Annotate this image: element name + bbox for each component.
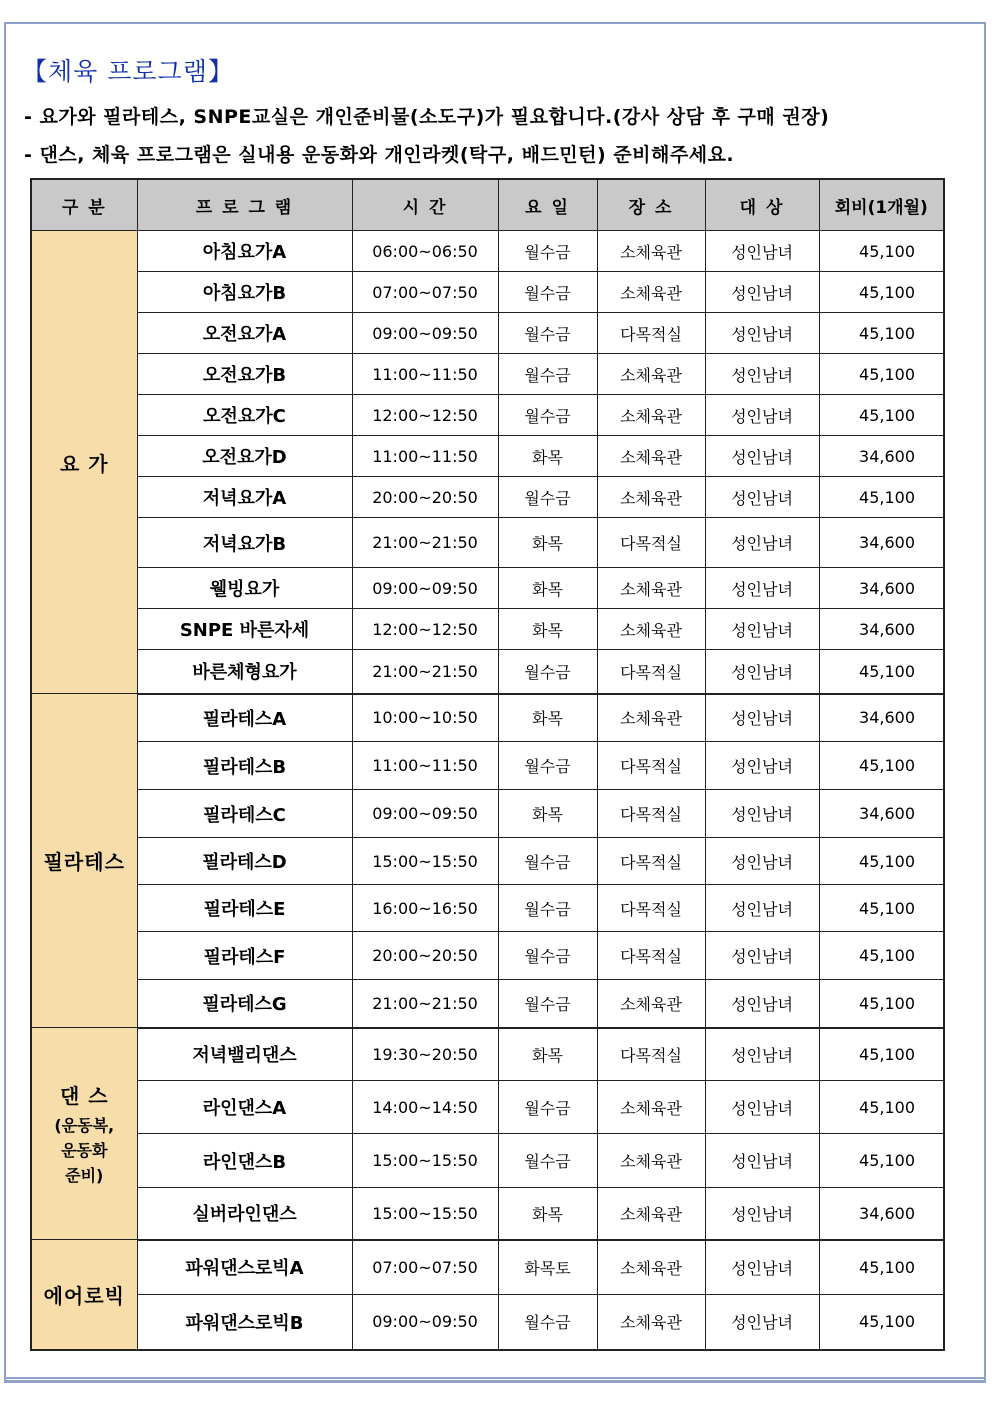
cell-program-name: 바른체형요가 xyxy=(137,650,352,694)
table-row xyxy=(31,932,944,980)
cell-fee: 34,600 xyxy=(819,518,944,568)
cell-days: 화목 xyxy=(498,1028,597,1081)
cell-time: 20:00~20:50 xyxy=(352,477,498,518)
cell-place: 다목적실 xyxy=(597,932,705,980)
cell-place: 소체육관 xyxy=(597,1188,705,1240)
cell-days: 화목토 xyxy=(498,1240,597,1295)
cell-days: 월수금 xyxy=(498,395,597,436)
cell-time: 12:00~12:50 xyxy=(352,609,498,650)
category-name: 필라테스 xyxy=(43,850,125,874)
cell-days: 월수금 xyxy=(498,477,597,518)
cell-fee: 45,100 xyxy=(819,1134,944,1188)
cell-place: 소체육관 xyxy=(597,477,705,518)
cell-time: 07:00~07:50 xyxy=(352,272,498,313)
category-name: 에어로빅 xyxy=(43,1283,125,1308)
table-row xyxy=(31,1240,944,1295)
page-title: 【체육 프로그램】 xyxy=(22,57,234,86)
cell-time: 07:00~07:50 xyxy=(352,1240,498,1295)
cell-days: 화목 xyxy=(498,1188,597,1240)
table-row xyxy=(31,1188,944,1240)
cell-program-name: 파워댄스로빅B xyxy=(137,1295,352,1350)
program-table xyxy=(30,178,945,1351)
cell-target: 성인남녀 xyxy=(705,742,819,790)
table-row xyxy=(31,694,944,742)
cell-place: 다목적실 xyxy=(597,742,705,790)
header-category: 구 분 xyxy=(31,179,137,231)
cell-fee: 45,100 xyxy=(819,272,944,313)
cell-fee: 34,600 xyxy=(819,694,944,742)
cell-target: 성인남녀 xyxy=(705,313,819,354)
table-row xyxy=(31,1295,944,1350)
cell-place: 다목적실 xyxy=(597,1028,705,1081)
cell-place: 다목적실 xyxy=(597,838,705,885)
cell-program-name: SNPE 바른자세 xyxy=(137,609,352,650)
cell-time: 14:00~14:50 xyxy=(352,1081,498,1134)
cell-time: 21:00~21:50 xyxy=(352,980,498,1028)
cell-time: 11:00~11:50 xyxy=(352,436,498,477)
cell-place: 소체육관 xyxy=(597,436,705,477)
cell-target: 성인남녀 xyxy=(705,790,819,838)
cell-time: 12:00~12:50 xyxy=(352,395,498,436)
cell-program-name: 저녁밸리댄스 xyxy=(137,1028,352,1081)
cell-days: 월수금 xyxy=(498,980,597,1028)
table-row xyxy=(31,1028,944,1081)
cell-program-name: 오전요가A xyxy=(137,313,352,354)
cell-target: 성인남녀 xyxy=(705,354,819,395)
cell-fee: 45,100 xyxy=(819,932,944,980)
table-row xyxy=(31,477,944,518)
cell-days: 월수금 xyxy=(498,650,597,694)
cell-days: 월수금 xyxy=(498,1134,597,1188)
cell-time: 16:00~16:50 xyxy=(352,885,498,932)
note-1: - 요가와 필라테스, SNPE교실은 개인준비물(소도구)가 필요합니다.(강사 상담 후 구매 권장) xyxy=(24,106,830,128)
cell-target: 성인남녀 xyxy=(705,1028,819,1081)
cell-time: 11:00~11:50 xyxy=(352,742,498,790)
cell-place: 소체육관 xyxy=(597,1240,705,1295)
cell-target: 성인남녀 xyxy=(705,272,819,313)
table-row xyxy=(31,609,944,650)
table-row xyxy=(31,838,944,885)
table-row xyxy=(31,980,944,1028)
cell-fee: 34,600 xyxy=(819,790,944,838)
cell-place: 다목적실 xyxy=(597,790,705,838)
category-note: 운동화 xyxy=(61,1140,108,1160)
cell-fee: 45,100 xyxy=(819,313,944,354)
cell-time: 09:00~09:50 xyxy=(352,790,498,838)
cell-place: 다목적실 xyxy=(597,518,705,568)
cell-days: 월수금 xyxy=(498,1295,597,1350)
cell-days: 화목 xyxy=(498,694,597,742)
header-fee: 회비(1개월) xyxy=(819,179,944,231)
category-cell xyxy=(31,694,137,1028)
cell-target: 성인남녀 xyxy=(705,568,819,609)
cell-program-name: 필라테스D xyxy=(137,838,352,885)
cell-program-name: 실버라인댄스 xyxy=(137,1188,352,1240)
cell-place: 소체육관 xyxy=(597,1134,705,1188)
cell-fee: 45,100 xyxy=(819,980,944,1028)
cell-fee: 45,100 xyxy=(819,395,944,436)
cell-days: 월수금 xyxy=(498,838,597,885)
cell-fee: 34,600 xyxy=(819,609,944,650)
table-row xyxy=(31,790,944,838)
cell-time: 20:00~20:50 xyxy=(352,932,498,980)
cell-target: 성인남녀 xyxy=(705,477,819,518)
category-cell xyxy=(31,1028,137,1240)
cell-target: 성인남녀 xyxy=(705,1134,819,1188)
cell-fee: 45,100 xyxy=(819,477,944,518)
cell-program-name: 필라테스G xyxy=(137,980,352,1028)
table-row xyxy=(31,742,944,790)
table-body xyxy=(31,231,944,1350)
table-row xyxy=(31,1134,944,1188)
cell-days: 월수금 xyxy=(498,231,597,272)
table-row xyxy=(31,518,944,568)
page-frame-bottom xyxy=(4,1377,986,1383)
table-header-row xyxy=(31,179,944,231)
header-days: 요 일 xyxy=(498,179,597,231)
cell-program-name: 필라테스E xyxy=(137,885,352,932)
cell-days: 화목 xyxy=(498,436,597,477)
cell-place: 소체육관 xyxy=(597,609,705,650)
cell-place: 소체육관 xyxy=(597,1295,705,1350)
cell-days: 월수금 xyxy=(498,932,597,980)
cell-target: 성인남녀 xyxy=(705,231,819,272)
cell-time: 09:00~09:50 xyxy=(352,313,498,354)
cell-program-name: 라인댄스A xyxy=(137,1081,352,1134)
cell-place: 소체육관 xyxy=(597,272,705,313)
cell-fee: 34,600 xyxy=(819,436,944,477)
cell-fee: 45,100 xyxy=(819,838,944,885)
table-row xyxy=(31,313,944,354)
cell-program-name: 오전요가B xyxy=(137,354,352,395)
cell-target: 성인남녀 xyxy=(705,838,819,885)
cell-target: 성인남녀 xyxy=(705,1188,819,1240)
cell-target: 성인남녀 xyxy=(705,436,819,477)
category-note: 준비) xyxy=(65,1165,104,1185)
category-name: 요 가 xyxy=(59,451,109,476)
cell-time: 06:00~06:50 xyxy=(352,231,498,272)
cell-target: 성인남녀 xyxy=(705,395,819,436)
cell-program-name: 저녁요가A xyxy=(137,477,352,518)
cell-fee: 45,100 xyxy=(819,742,944,790)
cell-program-name: 필라테스A xyxy=(137,694,352,742)
cell-target: 성인남녀 xyxy=(705,518,819,568)
table-row xyxy=(31,354,944,395)
cell-target: 성인남녀 xyxy=(705,980,819,1028)
header-time: 시 간 xyxy=(352,179,498,231)
cell-time: 15:00~15:50 xyxy=(352,838,498,885)
cell-program-name: 라인댄스B xyxy=(137,1134,352,1188)
table-row xyxy=(31,436,944,477)
cell-fee: 45,100 xyxy=(819,885,944,932)
table-row xyxy=(31,885,944,932)
cell-fee: 45,100 xyxy=(819,650,944,694)
table-row xyxy=(31,395,944,436)
cell-target: 성인남녀 xyxy=(705,1081,819,1134)
cell-target: 성인남녀 xyxy=(705,885,819,932)
cell-fee: 45,100 xyxy=(819,1240,944,1295)
cell-program-name: 오전요가D xyxy=(137,436,352,477)
table-row xyxy=(31,272,944,313)
note-2: - 댄스, 체육 프로그램은 실내용 운동화와 개인라켓(탁구, 배드민턴) 준비해주세요. xyxy=(24,144,735,166)
cell-fee: 45,100 xyxy=(819,1295,944,1350)
table-row xyxy=(31,1081,944,1134)
cell-time: 15:00~15:50 xyxy=(352,1188,498,1240)
table-row xyxy=(31,568,944,609)
cell-place: 다목적실 xyxy=(597,650,705,694)
cell-time: 09:00~09:50 xyxy=(352,568,498,609)
cell-fee: 45,100 xyxy=(819,1081,944,1134)
cell-fee: 45,100 xyxy=(819,354,944,395)
cell-days: 화목 xyxy=(498,609,597,650)
cell-target: 성인남녀 xyxy=(705,1295,819,1350)
cell-program-name: 필라테스F xyxy=(137,932,352,980)
cell-program-name: 웰빙요가 xyxy=(137,568,352,609)
cell-time: 19:30~20:50 xyxy=(352,1028,498,1081)
cell-days: 화목 xyxy=(498,568,597,609)
cell-time: 11:00~11:50 xyxy=(352,354,498,395)
cell-time: 09:00~09:50 xyxy=(352,1295,498,1350)
cell-time: 15:00~15:50 xyxy=(352,1134,498,1188)
cell-place: 소체육관 xyxy=(597,980,705,1028)
cell-time: 10:00~10:50 xyxy=(352,694,498,742)
category-note: (운동복, xyxy=(54,1115,115,1135)
header-program: 프 로 그 램 xyxy=(137,179,352,231)
header-target: 대 상 xyxy=(705,179,819,231)
cell-days: 화목 xyxy=(498,790,597,838)
cell-days: 월수금 xyxy=(498,272,597,313)
category-cell xyxy=(31,231,137,694)
cell-place: 소체육관 xyxy=(597,354,705,395)
cell-time: 21:00~21:50 xyxy=(352,518,498,568)
cell-days: 월수금 xyxy=(498,354,597,395)
header-place: 장 소 xyxy=(597,179,705,231)
cell-place: 다목적실 xyxy=(597,885,705,932)
cell-target: 성인남녀 xyxy=(705,650,819,694)
cell-time: 21:00~21:50 xyxy=(352,650,498,694)
cell-days: 월수금 xyxy=(498,885,597,932)
category-name: 댄 스 xyxy=(59,1083,109,1108)
cell-days: 월수금 xyxy=(498,1081,597,1134)
cell-fee: 34,600 xyxy=(819,1188,944,1240)
cell-place: 다목적실 xyxy=(597,313,705,354)
cell-program-name: 오전요가C xyxy=(137,395,352,436)
cell-target: 성인남녀 xyxy=(705,694,819,742)
cell-program-name: 아침요가B xyxy=(137,272,352,313)
cell-target: 성인남녀 xyxy=(705,1240,819,1295)
cell-place: 소체육관 xyxy=(597,231,705,272)
cell-days: 월수금 xyxy=(498,313,597,354)
table-row xyxy=(31,231,944,272)
cell-fee: 45,100 xyxy=(819,231,944,272)
cell-place: 소체육관 xyxy=(597,1081,705,1134)
cell-program-name: 필라테스B xyxy=(137,742,352,790)
table-row xyxy=(31,650,944,694)
cell-program-name: 파워댄스로빅A xyxy=(137,1240,352,1295)
cell-place: 소체육관 xyxy=(597,694,705,742)
cell-place: 소체육관 xyxy=(597,395,705,436)
cell-days: 월수금 xyxy=(498,742,597,790)
cell-program-name: 저녁요가B xyxy=(137,518,352,568)
cell-target: 성인남녀 xyxy=(705,609,819,650)
cell-fee: 45,100 xyxy=(819,1028,944,1081)
cell-program-name: 필라테스C xyxy=(137,790,352,838)
cell-target: 성인남녀 xyxy=(705,932,819,980)
cell-place: 소체육관 xyxy=(597,568,705,609)
cell-days: 화목 xyxy=(498,518,597,568)
category-cell xyxy=(31,1240,137,1350)
cell-program-name: 아침요가A xyxy=(137,231,352,272)
cell-fee: 34,600 xyxy=(819,568,944,609)
